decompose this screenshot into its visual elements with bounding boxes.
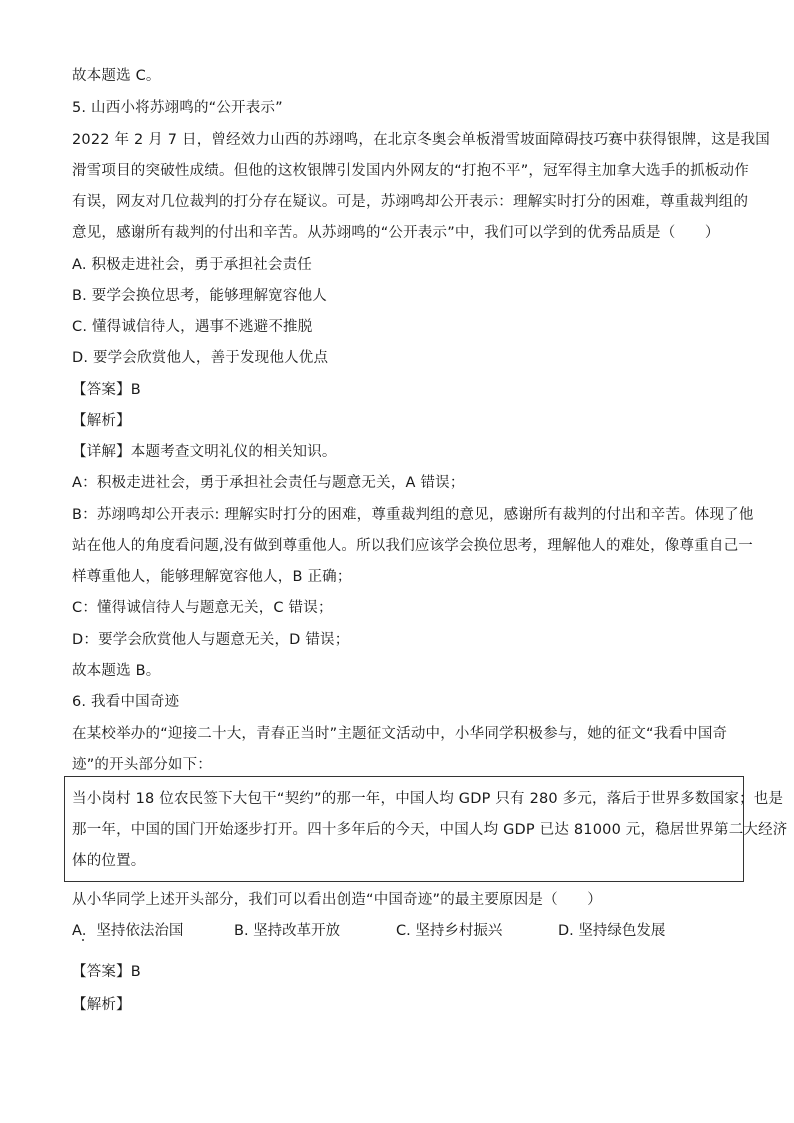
detail-line: 【详解】本题考查文明礼仪的相关知识。 bbox=[72, 444, 337, 460]
analysis-label: 【解析】 bbox=[72, 997, 131, 1013]
essay-line: 体的位置。 bbox=[72, 853, 146, 869]
option-c: C. 懂得诚信待人，遇事不逃避不推脱 bbox=[72, 319, 313, 335]
question-6-paragraph: 迹”的开头部分如下： bbox=[72, 757, 213, 773]
conclusion-line: 故本题选 B。 bbox=[72, 663, 161, 679]
conclusion-line: 故本题选 C。 bbox=[72, 68, 161, 84]
essay-line: 那一年，中国的国门开始逐步打开。四十多年后的今天，中国人均 GDP 已达 81000 元，稳居世界第二大经济 bbox=[72, 822, 788, 838]
analysis-label: 【解析】 bbox=[72, 413, 131, 429]
question-6-stem: 从小华同学上述开头部分，我们可以看出创造“中国奇迹”的最主要原因是（ ） bbox=[72, 892, 602, 908]
answer-label: 【答案】B bbox=[72, 964, 141, 980]
explanation-b: B：苏翊鸣却公开表示: 理解实时打分的困难，尊重裁判组的意见，感谢所有裁判的付出和辛苦。体现了他 bbox=[72, 507, 754, 523]
option-b: B. 要学会换位思考，能够理解宽容他人 bbox=[72, 288, 327, 304]
question-5-title: 5. 山西小将苏翊鸣的“公开表示” bbox=[72, 100, 283, 116]
option-a: A. 积极走进社会，勇于承担社会责任 bbox=[72, 257, 312, 273]
explanation-d: D：要学会欣赏他人与题意无关，D 错误； bbox=[72, 632, 350, 648]
explanation-b: 站在他人的角度看问题,没有做到尊重他人。所以我们应该学会换位思考，理解他人的难处，像尊重自己一 bbox=[72, 538, 754, 554]
option-d: D. 要学会欣赏他人，善于发现他人优点 bbox=[72, 350, 329, 366]
option-b: B. 坚持改革开放 bbox=[234, 923, 341, 939]
explanation-c: C：懂得诚信待人与题意无关，C 错误； bbox=[72, 600, 333, 616]
stray-mark bbox=[82, 939, 84, 941]
question-6-paragraph: 在某校举办的“迎接二十大，青春正当时”主题征文活动中，小华同学积极参与，她的征文“我看中国奇 bbox=[72, 726, 728, 742]
question-5-paragraph: 滑雪项目的突破性成绩。但他的这枚银牌引发国内外网友的“打抱不平”，冠军得主加拿大选手的抓板动作 bbox=[72, 163, 749, 179]
question-5-paragraph: 有误，网友对几位裁判的打分存在疑议。可是，苏翊鸣却公开表示：理解实时打分的困难，尊重裁判组的 bbox=[72, 194, 749, 210]
essay-line: 当小岗村 18 位农民签下大包干“契约”的那一年，中国人均 GDP 只有 280 多元，落后于世界多数国家；也是 bbox=[72, 791, 784, 807]
explanation-b: 样尊重他人，能够理解宽容他人，B 正确； bbox=[72, 569, 352, 585]
question-5-paragraph: 意见，感谢所有裁判的付出和辛苦。从苏翊鸣的“公开表示”中，我们可以学到的优秀品质是（ ） bbox=[72, 225, 720, 241]
option-a: A．坚持依法治国 bbox=[72, 923, 184, 939]
option-d: D. 坚持绿色发展 bbox=[558, 923, 666, 939]
option-c: C. 坚持乡村振兴 bbox=[396, 923, 503, 939]
explanation-a: A：积极走进社会，勇于承担社会责任与题意无关，A 错误； bbox=[72, 475, 465, 491]
answer-label: 【答案】B bbox=[72, 382, 141, 398]
question-6-title: 6. 我看中国奇迹 bbox=[72, 694, 180, 710]
question-5-paragraph: 2022 年 2 月 7 日，曾经效力山西的苏翊鸣，在北京冬奥会单板滑雪坡面障碍技巧赛中获得银牌，这是我国 bbox=[72, 132, 770, 148]
